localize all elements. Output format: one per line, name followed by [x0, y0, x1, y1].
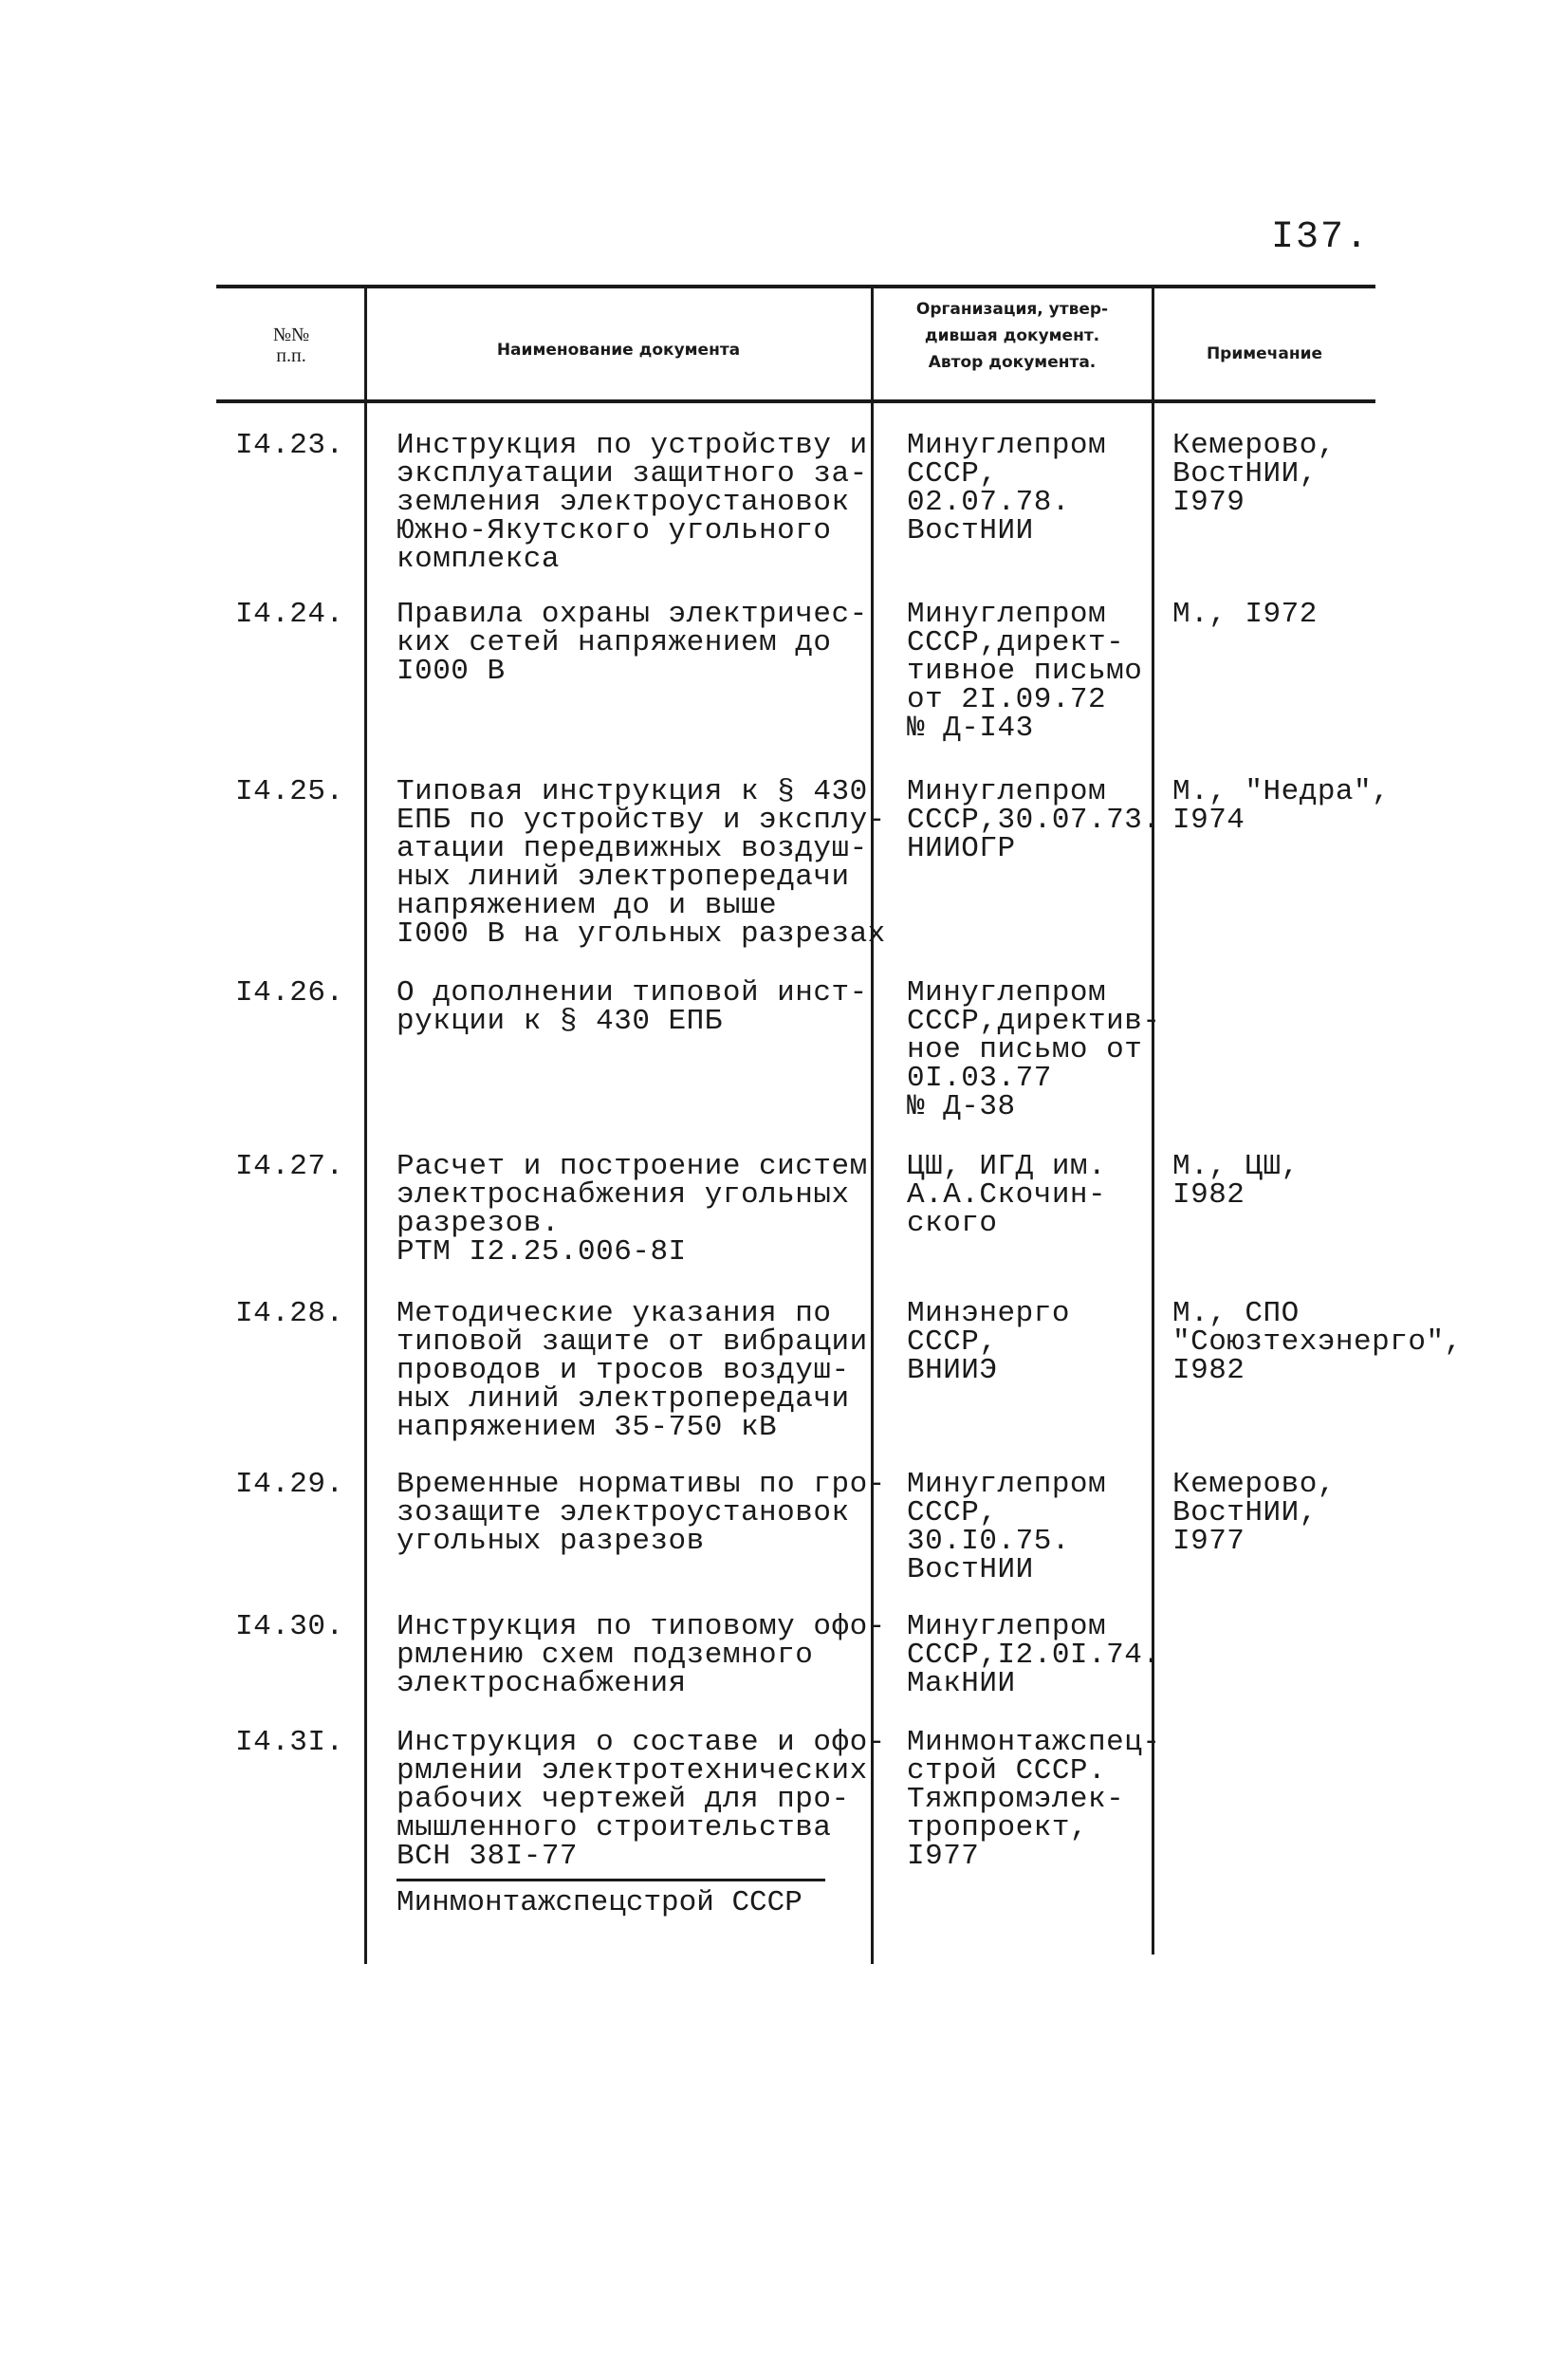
row-number: I4.27.: [235, 1150, 344, 1183]
row-note: М., "Недра", I974: [1172, 775, 1391, 837]
row-number: I4.25.: [235, 775, 344, 808]
row-organization: Минмонтажспец- строй СССР. Тяжпромэлек- тропроект, I977: [907, 1726, 1161, 1873]
row-note: М., СПО "Союзтехэнерго", I982: [1172, 1297, 1463, 1387]
row-note: М., ЦШ, I982: [1172, 1150, 1300, 1212]
table-top-rule: [216, 285, 1375, 288]
header-number: №№ п.п.: [272, 324, 310, 366]
row-number: I4.23.: [235, 429, 344, 462]
row-organization: Минуглепром СССР, 02.07.78. ВостНИИ: [907, 429, 1107, 547]
row-organization: Минуглепром СССР,директ- тивное письмо от 2I.09.72 № Д-I43: [907, 598, 1143, 745]
row-document-name: Временные нормативы по гро- зозащите электроустановок угольных разрезов: [397, 1468, 886, 1558]
row-organization: Минуглепром СССР,директив- ное письмо от 0I.03.77 № Д-38: [907, 976, 1161, 1123]
row-number: I4.30.: [235, 1610, 344, 1643]
row-number: I4.24.: [235, 598, 344, 631]
row-document-name: Правила охраны электричес- ких сетей напряжением до I000 В: [397, 598, 868, 688]
row-document-name: Инструкция о составе и офо- рмлении электротехнических рабочих чертежей для про- мышленного строительства ВСН 38I-77: [397, 1726, 886, 1873]
row-document-name: Расчет и построение систем электроснабжения угольных разрезов. РТМ I2.25.006-8I: [397, 1150, 868, 1269]
page-number: I37.: [1271, 216, 1371, 259]
row-organization: Минуглепром СССР,I2.0I.74. МакНИИ: [907, 1610, 1161, 1700]
header-organization: Организация, утвер- дившая документ. Автор документа.: [915, 300, 1109, 372]
row-document-name: Инструкция по типовому офо- рмлению схем подземного электроснабжения: [397, 1610, 886, 1700]
header-note: Примечание: [1206, 344, 1323, 363]
table-header-rule: [216, 399, 1375, 403]
row-note: Кемерово, ВостНИИ, I977: [1172, 1468, 1336, 1558]
approval-rule: [397, 1879, 825, 1881]
row-document-name: Методические указания по типовой защите от вибрации проводов и тросов воздуш- ных линий электропередачи напряжением 35-750 кВ: [397, 1297, 868, 1444]
row-note: Кемерово, ВостНИИ, I979: [1172, 429, 1336, 519]
row-number: I4.3I.: [235, 1726, 344, 1759]
row-organization: ЦШ, ИГД им. А.А.Скочин- ского: [907, 1150, 1107, 1240]
row-document-name: О дополнении типовой инст- рукции к § 430 ЕПБ: [397, 976, 868, 1038]
row-document-name: Типовая инструкция к § 430 ЕПБ по устройству и эксплу- атации передвижных воздуш- ных линий электропередачи напряжением до и выше I000 В на угольных разрезах: [397, 775, 886, 951]
row-number: I4.29.: [235, 1468, 344, 1501]
row-number: I4.28.: [235, 1297, 344, 1330]
column-divider: [364, 285, 367, 1964]
row-organization: Минуглепром СССР, 30.I0.75. ВостНИИ: [907, 1468, 1107, 1586]
row-note: М., I972: [1172, 598, 1318, 631]
header-document-name: Наименование документа: [496, 341, 741, 360]
approval-authority: Минмонтажспецстрой СССР: [397, 1886, 802, 1919]
row-number: I4.26.: [235, 976, 344, 1010]
row-document-name: Инструкция по устройству и эксплуатации защитного за- земления электроустановок Южно-Якутского угольного комплекса: [397, 429, 868, 576]
row-organization: Минуглепром СССР,30.07.73. НИИОГР: [907, 775, 1161, 865]
row-organization: Минэнерго СССР, ВНИИЭ: [907, 1297, 1070, 1387]
